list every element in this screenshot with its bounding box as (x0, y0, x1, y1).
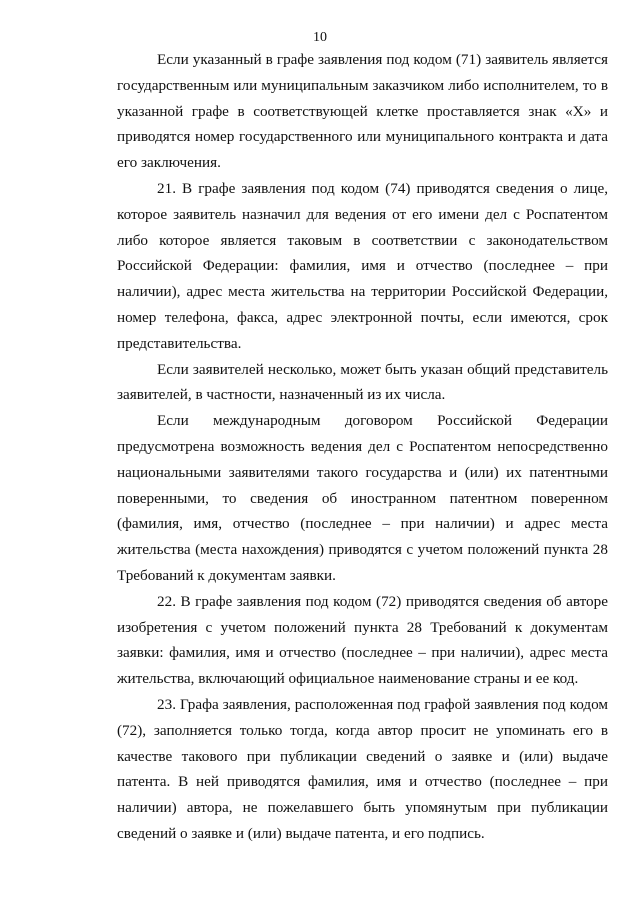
paragraph-contract-info: Если указанный в графе заявления под кодом (71) заявитель является государственным или муниципальным заказчиком либо исполнителем, то в указанной графе в соответствующей клетке проставляется знак «X» и приводятся номер государственного или муниципального контракта и дата его заключения. (117, 51, 608, 172)
page-number: 10 (313, 30, 327, 45)
paragraph-foreign-attorney: Если международным договором Российской Федерации предусмотрена возможность ведения дел с Роспатентом непосредственно национальными заявителями такого государства и (или) их патентными поверенными, то сведения об иностранном патентном поверенном (фамилия, имя, отчество (последнее – при наличии) и адрес места жительства (места нахождения) приводятся с учетом положений пункта 28 Требований к документам заявки. (117, 412, 608, 584)
paragraph-23-anonymous-author: 23. Графа заявления, расположенная под графой заявления под кодом (72), заполняется только тогда, когда автор просит не упоминать его в качестве такового при публикации сведений о заявке и (или) выдаче патента. В ней приводятся фамилия, имя и отчество (последнее – при наличии) автора, не пожелавшего быть упомянутым при публикации сведений о заявке и (или) выдаче патента, и его подпись. (117, 695, 608, 842)
paragraph-common-representative: Если заявителей несколько, может быть указан общий представитель заявителей, в частности, назначенный из их числа. (117, 360, 608, 404)
document-body (117, 47, 608, 847)
paragraph-22-author: 22. В графе заявления под кодом (72) приводятся сведения об авторе изобретения с учетом положений пункта 28 Требований к документам заявки: фамилия, имя и отчество (последнее – при наличии), адрес места жительства, включающий официальное наименование страны и ее код. (117, 592, 608, 688)
paragraph-21-representative: 21. В графе заявления под кодом (74) приводятся сведения о лице, которое заявитель назначил для ведения от его имени дел с Роспатентом либо которое является таковым в соответствии с законодательством Российской Федерации: фамилия, имя и отчество (последнее – при наличии), адрес места жительства на территории Российской Федерации, номер телефона, факса, адрес электронной почты, если имеются, срок представительства. (117, 179, 608, 352)
